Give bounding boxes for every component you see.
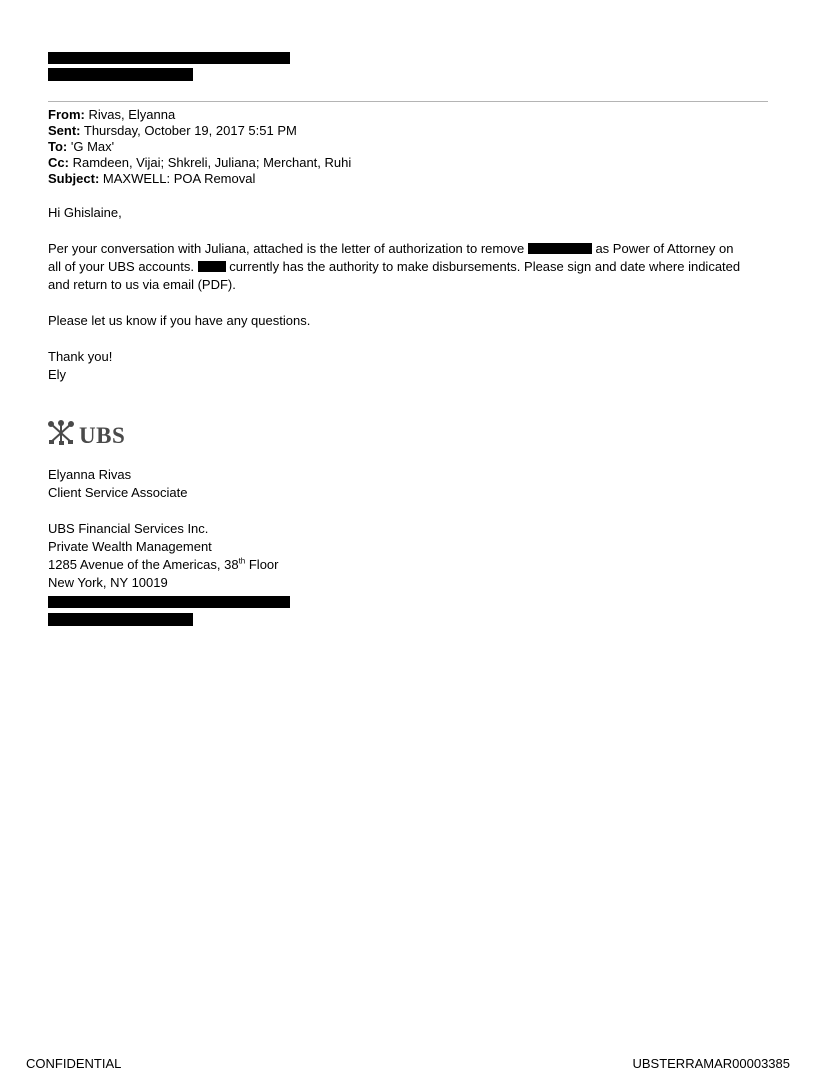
paragraph-line xyxy=(48,276,773,294)
paragraph-text: currently has the authority to make disbursements. Please sign and date where indicated xyxy=(229,259,741,274)
to-label: To: xyxy=(48,139,68,154)
body-paragraph-1 xyxy=(48,240,773,294)
paragraph-text: as Power of Attorney on xyxy=(595,241,734,256)
street-text: 1285 Avenue of the Americas, 38 xyxy=(48,557,239,572)
ubs-keys-icon xyxy=(47,420,75,451)
from-value: Rivas, Elyanna xyxy=(88,107,176,122)
signature-division: Private Wealth Management xyxy=(48,539,212,554)
floor-text: Floor xyxy=(245,557,279,572)
body-paragraph-2: Please let us know if you have any questions. xyxy=(48,313,311,328)
ubs-logo-text: UBS xyxy=(79,422,126,448)
paragraph-text: and return to us via email (PDF). xyxy=(48,277,236,292)
signature-name: Elyanna Rivas xyxy=(48,467,132,482)
closing xyxy=(48,348,773,384)
sent-value: Thursday, October 19, 2017 5:51 PM xyxy=(83,123,297,138)
signature-city: New York, NY 10019 xyxy=(48,575,168,590)
signature-street xyxy=(48,556,773,574)
cc-value: Ramdeen, Vijai; Shkreli, Juliana; Merchant, Ruhi xyxy=(72,155,352,170)
signature-company: UBS Financial Services Inc. xyxy=(48,521,209,536)
signature-address xyxy=(48,520,773,592)
signature-title: Client Service Associate xyxy=(48,485,188,500)
to-row xyxy=(48,139,351,155)
from-row xyxy=(48,107,351,123)
greeting: Hi Ghislaine, xyxy=(48,205,122,220)
paragraph-text: all of your UBS accounts. xyxy=(48,259,194,274)
signature-block xyxy=(48,466,773,502)
redaction-bar xyxy=(48,596,290,608)
footer-confidential: CONFIDENTIAL xyxy=(26,1056,122,1071)
email-header xyxy=(48,107,351,187)
cc-row xyxy=(48,155,351,171)
redaction-bar xyxy=(48,52,290,64)
redaction-bar xyxy=(528,243,592,254)
from-label: From: xyxy=(48,107,85,122)
header-divider xyxy=(48,101,768,102)
sent-row xyxy=(48,123,351,139)
footer-bates-number: UBSTERRAMAR00003385 xyxy=(632,1056,790,1071)
redaction-bar xyxy=(48,68,193,81)
to-value: 'G Max' xyxy=(70,139,115,154)
subject-row xyxy=(48,171,351,187)
subject-label: Subject: xyxy=(48,171,100,186)
sent-label: Sent: xyxy=(48,123,81,138)
cc-label: Cc: xyxy=(48,155,69,170)
subject-value: MAXWELL: POA Removal xyxy=(102,171,256,186)
ubs-logo xyxy=(47,420,125,451)
redaction-bar xyxy=(198,261,226,272)
paragraph-line xyxy=(48,258,773,276)
floor-ordinal: th xyxy=(238,556,246,566)
paragraph-text: Per your conversation with Juliana, attached is the letter of authorization to remove xyxy=(48,241,525,256)
thanks-line: Thank you! xyxy=(48,349,113,364)
signoff-line: Ely xyxy=(48,367,67,382)
redaction-bar xyxy=(48,613,193,626)
paragraph-line xyxy=(48,240,773,258)
